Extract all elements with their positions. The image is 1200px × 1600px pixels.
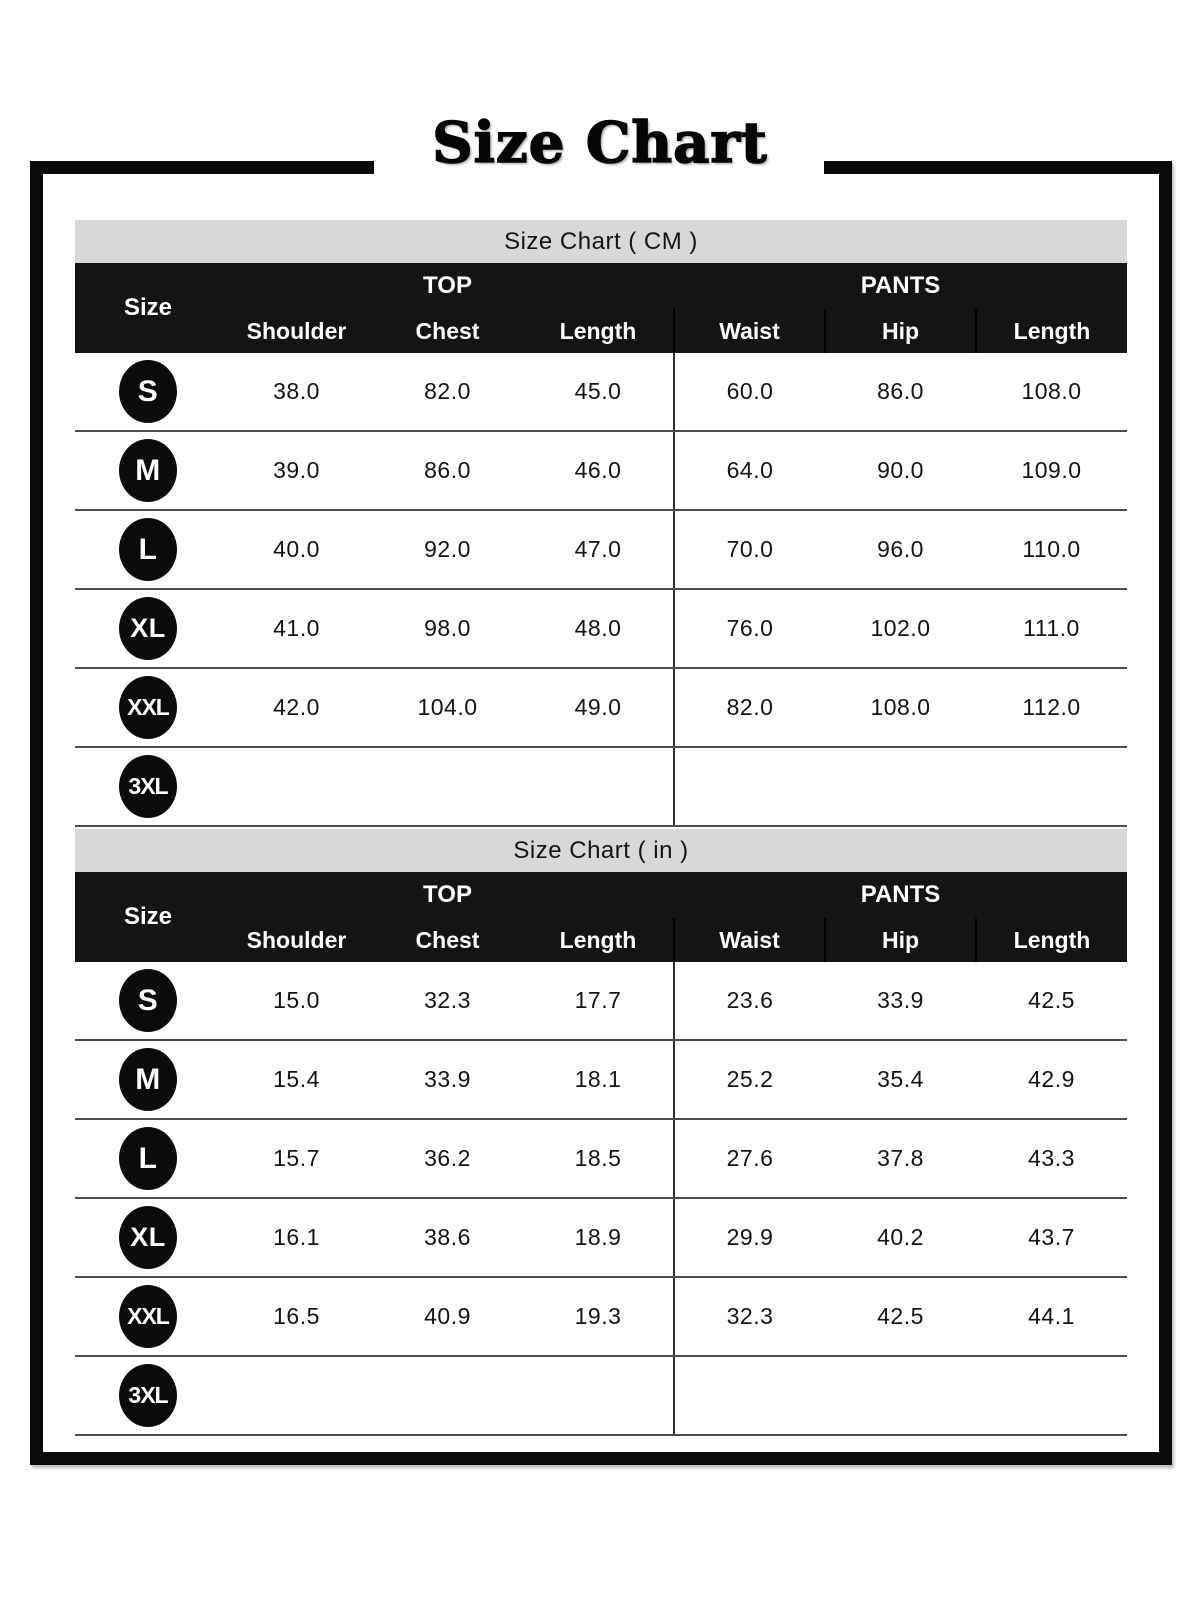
measurement-cell: 82.0 xyxy=(674,668,825,747)
table-caption-row xyxy=(75,829,1127,872)
measurement-cell: 33.9 xyxy=(825,962,976,1040)
measurement-cell: 43.3 xyxy=(976,1119,1127,1198)
column-header-waist: Waist xyxy=(674,918,825,962)
group-header-row xyxy=(75,263,1127,309)
table-row xyxy=(75,353,1127,431)
table-caption-row xyxy=(75,220,1127,263)
measurement-cell: 18.5 xyxy=(523,1119,674,1198)
table-row xyxy=(75,589,1127,668)
group-header-row xyxy=(75,872,1127,918)
measurement-cell: 60.0 xyxy=(674,353,825,431)
measurement-cell xyxy=(372,1356,523,1435)
table-row xyxy=(75,747,1127,826)
size-chart-table-in xyxy=(75,829,1127,1436)
column-header-hip: Hip xyxy=(825,918,976,962)
measurement-cell xyxy=(372,747,523,826)
size-cell xyxy=(75,962,221,1040)
measurement-cell: 15.4 xyxy=(221,1040,372,1119)
table-row xyxy=(75,510,1127,589)
measurement-cell: 23.6 xyxy=(674,962,825,1040)
measurement-cell: 92.0 xyxy=(372,510,523,589)
size-badge: XXL xyxy=(119,1285,177,1348)
size-badge: XL xyxy=(119,597,177,660)
table-row xyxy=(75,1040,1127,1119)
measurement-cell: 46.0 xyxy=(523,431,674,510)
measurement-cell: 17.7 xyxy=(523,962,674,1040)
size-badge: XL xyxy=(119,1206,177,1269)
measurement-cell: 41.0 xyxy=(221,589,372,668)
column-header-top-length: Length xyxy=(523,309,674,353)
column-header-hip: Hip xyxy=(825,309,976,353)
size-cell xyxy=(75,1277,221,1356)
size-badge: 3XL xyxy=(119,755,177,818)
measurement-cell: 104.0 xyxy=(372,668,523,747)
measurement-cell: 109.0 xyxy=(976,431,1127,510)
measurement-cell xyxy=(674,747,825,826)
measurement-cell: 15.0 xyxy=(221,962,372,1040)
measurement-cell xyxy=(825,747,976,826)
measurement-cell: 27.6 xyxy=(674,1119,825,1198)
table-row xyxy=(75,668,1127,747)
table-caption: Size Chart ( in ) xyxy=(75,829,1127,872)
table-row xyxy=(75,431,1127,510)
group-header-top: TOP xyxy=(221,263,674,309)
measurement-cell xyxy=(221,1356,372,1435)
column-header-waist: Waist xyxy=(674,309,825,353)
size-column-header: Size xyxy=(75,263,221,353)
column-header-pants-length: Length xyxy=(976,918,1127,962)
column-header-shoulder: Shoulder xyxy=(221,918,372,962)
measurement-cell: 40.2 xyxy=(825,1198,976,1277)
size-badge: 3XL xyxy=(119,1364,177,1427)
size-cell xyxy=(75,589,221,668)
size-column-header: Size xyxy=(75,872,221,962)
column-header-chest: Chest xyxy=(372,918,523,962)
measurement-cell: 42.9 xyxy=(976,1040,1127,1119)
size-cell xyxy=(75,353,221,431)
measurement-cell: 18.1 xyxy=(523,1040,674,1119)
column-header-row xyxy=(75,309,1127,353)
size-chart-table-cm xyxy=(75,220,1127,827)
column-header-chest: Chest xyxy=(372,309,523,353)
measurement-cell: 108.0 xyxy=(825,668,976,747)
measurement-cell: 86.0 xyxy=(825,353,976,431)
measurement-cell: 70.0 xyxy=(674,510,825,589)
table-caption: Size Chart ( CM ) xyxy=(75,220,1127,263)
measurement-cell: 36.2 xyxy=(372,1119,523,1198)
measurement-cell: 42.5 xyxy=(825,1277,976,1356)
measurement-cell: 25.2 xyxy=(674,1040,825,1119)
measurement-cell: 33.9 xyxy=(372,1040,523,1119)
size-cell xyxy=(75,1040,221,1119)
column-header-shoulder: Shoulder xyxy=(221,309,372,353)
measurement-cell: 110.0 xyxy=(976,510,1127,589)
measurement-cell: 108.0 xyxy=(976,353,1127,431)
size-badge: M xyxy=(119,1048,177,1111)
measurement-cell: 45.0 xyxy=(523,353,674,431)
size-badge: M xyxy=(119,439,177,502)
measurement-cell: 102.0 xyxy=(825,589,976,668)
size-badge: L xyxy=(119,1127,177,1190)
table-row xyxy=(75,962,1127,1040)
measurement-cell: 16.5 xyxy=(221,1277,372,1356)
size-cell xyxy=(75,1198,221,1277)
measurement-cell: 47.0 xyxy=(523,510,674,589)
size-cell xyxy=(75,1356,221,1435)
table-row xyxy=(75,1277,1127,1356)
measurement-cell: 19.3 xyxy=(523,1277,674,1356)
measurement-cell: 96.0 xyxy=(825,510,976,589)
measurement-cell xyxy=(674,1356,825,1435)
measurement-cell: 15.7 xyxy=(221,1119,372,1198)
table-row xyxy=(75,1119,1127,1198)
measurement-cell: 29.9 xyxy=(674,1198,825,1277)
measurement-cell: 111.0 xyxy=(976,589,1127,668)
size-badge: S xyxy=(119,360,177,423)
measurement-cell: 40.0 xyxy=(221,510,372,589)
measurement-cell xyxy=(221,747,372,826)
measurement-cell xyxy=(976,747,1127,826)
measurement-cell: 32.3 xyxy=(674,1277,825,1356)
table-row xyxy=(75,1356,1127,1435)
column-header-top-length: Length xyxy=(523,918,674,962)
measurement-cell: 44.1 xyxy=(976,1277,1127,1356)
measurement-cell: 42.0 xyxy=(221,668,372,747)
page-title: Size Chart xyxy=(432,110,768,176)
measurement-cell: 112.0 xyxy=(976,668,1127,747)
measurement-cell: 40.9 xyxy=(372,1277,523,1356)
size-badge: L xyxy=(119,518,177,581)
measurement-cell xyxy=(523,1356,674,1435)
group-header-top: TOP xyxy=(221,872,674,918)
measurement-cell: 48.0 xyxy=(523,589,674,668)
measurement-cell: 43.7 xyxy=(976,1198,1127,1277)
measurement-cell: 32.3 xyxy=(372,962,523,1040)
measurement-cell: 38.6 xyxy=(372,1198,523,1277)
measurement-cell: 82.0 xyxy=(372,353,523,431)
column-header-row xyxy=(75,918,1127,962)
measurement-cell: 49.0 xyxy=(523,668,674,747)
size-cell xyxy=(75,431,221,510)
measurement-cell: 64.0 xyxy=(674,431,825,510)
measurement-cell: 76.0 xyxy=(674,589,825,668)
group-header-pants: PANTS xyxy=(674,872,1127,918)
size-cell xyxy=(75,747,221,826)
size-cell xyxy=(75,510,221,589)
table-row xyxy=(75,1198,1127,1277)
column-header-pants-length: Length xyxy=(976,309,1127,353)
size-badge: XXL xyxy=(119,676,177,739)
measurement-cell: 37.8 xyxy=(825,1119,976,1198)
size-cell xyxy=(75,668,221,747)
measurement-cell xyxy=(976,1356,1127,1435)
measurement-cell: 38.0 xyxy=(221,353,372,431)
size-badge: S xyxy=(119,969,177,1032)
measurement-cell: 18.9 xyxy=(523,1198,674,1277)
measurement-cell: 42.5 xyxy=(976,962,1127,1040)
measurement-cell: 39.0 xyxy=(221,431,372,510)
measurement-cell: 86.0 xyxy=(372,431,523,510)
measurement-cell: 98.0 xyxy=(372,589,523,668)
measurement-cell: 35.4 xyxy=(825,1040,976,1119)
measurement-cell xyxy=(825,1356,976,1435)
group-header-pants: PANTS xyxy=(674,263,1127,309)
measurement-cell: 90.0 xyxy=(825,431,976,510)
measurement-cell: 16.1 xyxy=(221,1198,372,1277)
size-cell xyxy=(75,1119,221,1198)
measurement-cell xyxy=(523,747,674,826)
